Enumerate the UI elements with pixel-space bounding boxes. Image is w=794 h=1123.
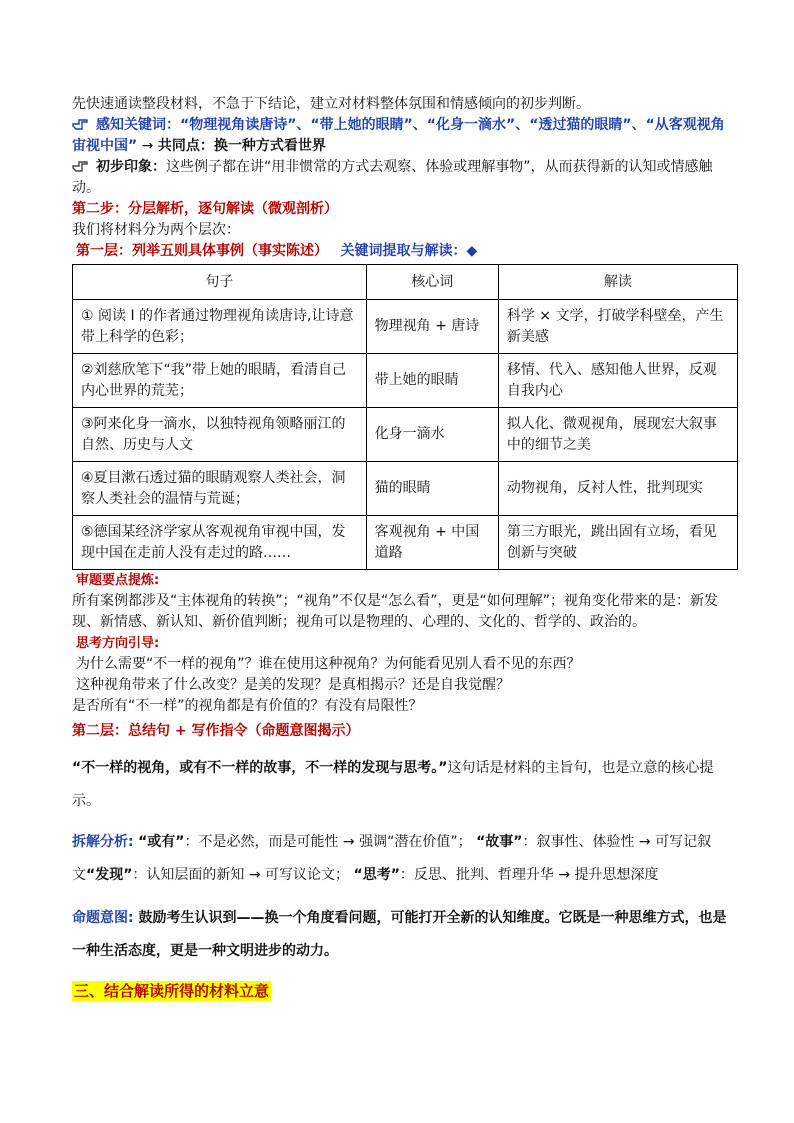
table-row <box>73 516 738 570</box>
analysis-text-3: ：认知层面的新知 → 可写议论文； <box>132 867 350 883</box>
table-row <box>73 354 738 408</box>
thinking-title: 思考方向引导: <box>76 636 160 651</box>
table-cell-sentence: ②刘慈欣笔下“我”带上她的眼睛，看清自己内心世界的荒芜； <box>73 354 367 408</box>
table-cell-sentence: ④夏目漱石透过猫的眼睛观察人类社会，洞察人类社会的温情与荒诞； <box>73 462 367 516</box>
pointing-hand-icon <box>72 160 90 172</box>
table-cell-sentence: ① 阅读 I 的作者通过物理视角读唐诗,让诗意带上科学的色彩； <box>73 300 367 354</box>
analysis-text-1: ：不是必然，而是可能性 → 强调“潜在价值”； <box>184 834 472 850</box>
arrow: → <box>137 138 158 154</box>
table-cell-reading: 科学 × 文学，打破学科壁垒，产生新美感 <box>498 300 737 354</box>
keywords-text: “物理视角读唐诗”、“带上她的眼睛”、“化身一滴水”、“透过猫的眼睛”、“从客观视角宙视中国” <box>72 117 725 154</box>
analysis-key-1: “或有” <box>138 834 185 850</box>
table-cell-core: 带上她的眼睛 <box>366 354 498 408</box>
table-row <box>73 462 738 516</box>
intro-paragraph: 先快速通读整段材料，不急于下结论，建立对材料整体氛围和情感倾向的初步判断。 <box>72 96 590 112</box>
diamond-icon: ◆ <box>466 243 478 259</box>
analysis-label: 拆解分析: <box>72 834 134 850</box>
layer2-title: 第二层：总结句 + 写作指令（命题意图揭示） <box>72 723 360 739</box>
analysis-text-4: ：反思、批判、哲理升华 → 提升思想深度 <box>399 867 659 883</box>
analysis-table <box>72 264 738 570</box>
table-header-sentence: 句子 <box>73 265 367 300</box>
keywords-label: 感知关键词： <box>96 117 180 133</box>
layer1-heading <box>72 241 738 262</box>
thinking-question-2: 这种视角带来了什么改变？是美的发现？是真相揭示？还是自我觉醒？ <box>76 677 510 693</box>
table-cell-reading: 拟人化、微观视角，展现宏大叙事中的细节之美 <box>498 408 737 462</box>
analysis-key-4: “思考” <box>353 867 400 883</box>
layer2-quote-tail: 这句话是材料的主旨句，也是立意的核心提示。 <box>72 760 714 809</box>
document-page <box>72 94 738 1001</box>
impression-text: 这些例子都在讲“用非惯常的方式去观察、体验或理解事物”，从而获得新的认知或情感触动。 <box>72 159 713 196</box>
section3-heading: 三、结合解读所得的材料立意 <box>74 982 270 1000</box>
table-row <box>73 408 738 462</box>
intent-text: 鼓励考生认识到——换一个角度看问题，可能打开全新的认知维度。它既是一种思维方式，也是一种生活态度，更是一种文明进步的动力。 <box>72 910 727 959</box>
table-cell-core: 化身一滴水 <box>366 408 498 462</box>
analysis-paragraph <box>72 826 738 892</box>
analysis-text-2: ：叙事性、体验性 → 可写记叙文 <box>72 834 712 883</box>
step2-sub: 我们将材料分为两个层次： <box>72 222 240 238</box>
analysis-key-2: “故事” <box>476 834 523 850</box>
layer1-title: 第一层：列举五则具体事例（事实陈述） <box>76 243 328 259</box>
essentials-title: 审题要点提炼: <box>76 573 160 588</box>
step2-title: 第二步：分层解析，逐句解读（微观剖析） <box>72 201 338 217</box>
layer2-quote: “不一样的视角，或有不一样的故事，不一样的发现与思考。” <box>72 760 448 776</box>
table-cell-core: 物理视角 + 唐诗 <box>366 300 498 354</box>
table-cell-core: 客观视角 + 中国道路 <box>366 516 498 570</box>
section3-heading-wrap <box>72 980 738 1001</box>
layer2-quote-paragraph <box>72 752 738 818</box>
table-row <box>73 300 738 354</box>
intent-label: 命题意图: <box>72 910 134 926</box>
table-header-row <box>73 265 738 300</box>
essentials-text: 所有案例都涉及“主体视角的转换”；“视角”不仅是“怎么看”，更是“如何理解”；视角变化带来的是：新发现、新情感、新认知、新价值判断；视角可以是物理的、心理的、文化的、哲学的、政治的。 <box>72 593 719 630</box>
table-cell-core: 猫的眼睛 <box>366 462 498 516</box>
common-text: 换一种方式看世界 <box>213 138 326 154</box>
keywords-paragraph <box>72 115 738 157</box>
intent-paragraph <box>72 902 738 968</box>
impression-label: 初步印象： <box>96 159 166 175</box>
common-label: 共同点： <box>157 138 214 154</box>
table-cell-reading: 移情、代入、感知他人世界，反观自我内心 <box>498 354 737 408</box>
table-header-reading: 解读 <box>498 265 737 300</box>
table-cell-reading: 动物视角，反衬人性，批判现实 <box>498 462 737 516</box>
thinking-question-1: 为什么需要“不一样的视角”？谁在使用这种视角？为何能看见别人看不见的东西？ <box>76 656 581 672</box>
analysis-key-3: “发现” <box>86 867 133 883</box>
table-cell-sentence: ⑤德国某经济学家从客观视角审视中国，发现中国在走前人没有走过的路…… <box>73 516 367 570</box>
layer1-extract: 关键词提取与解读： <box>340 243 467 259</box>
impression-paragraph <box>72 157 738 199</box>
table-cell-reading: 第三方眼光，跳出固有立场，看见创新与突破 <box>498 516 737 570</box>
thinking-question-3: 是否所有“不一样”的视角都是有价值的？有没有局限性？ <box>72 698 423 714</box>
table-header-core: 核心词 <box>366 265 498 300</box>
table-cell-sentence: ③阿来化身一滴水，以独特视角领略丽江的自然、历史与人文 <box>73 408 367 462</box>
pointing-hand-icon <box>72 118 90 130</box>
